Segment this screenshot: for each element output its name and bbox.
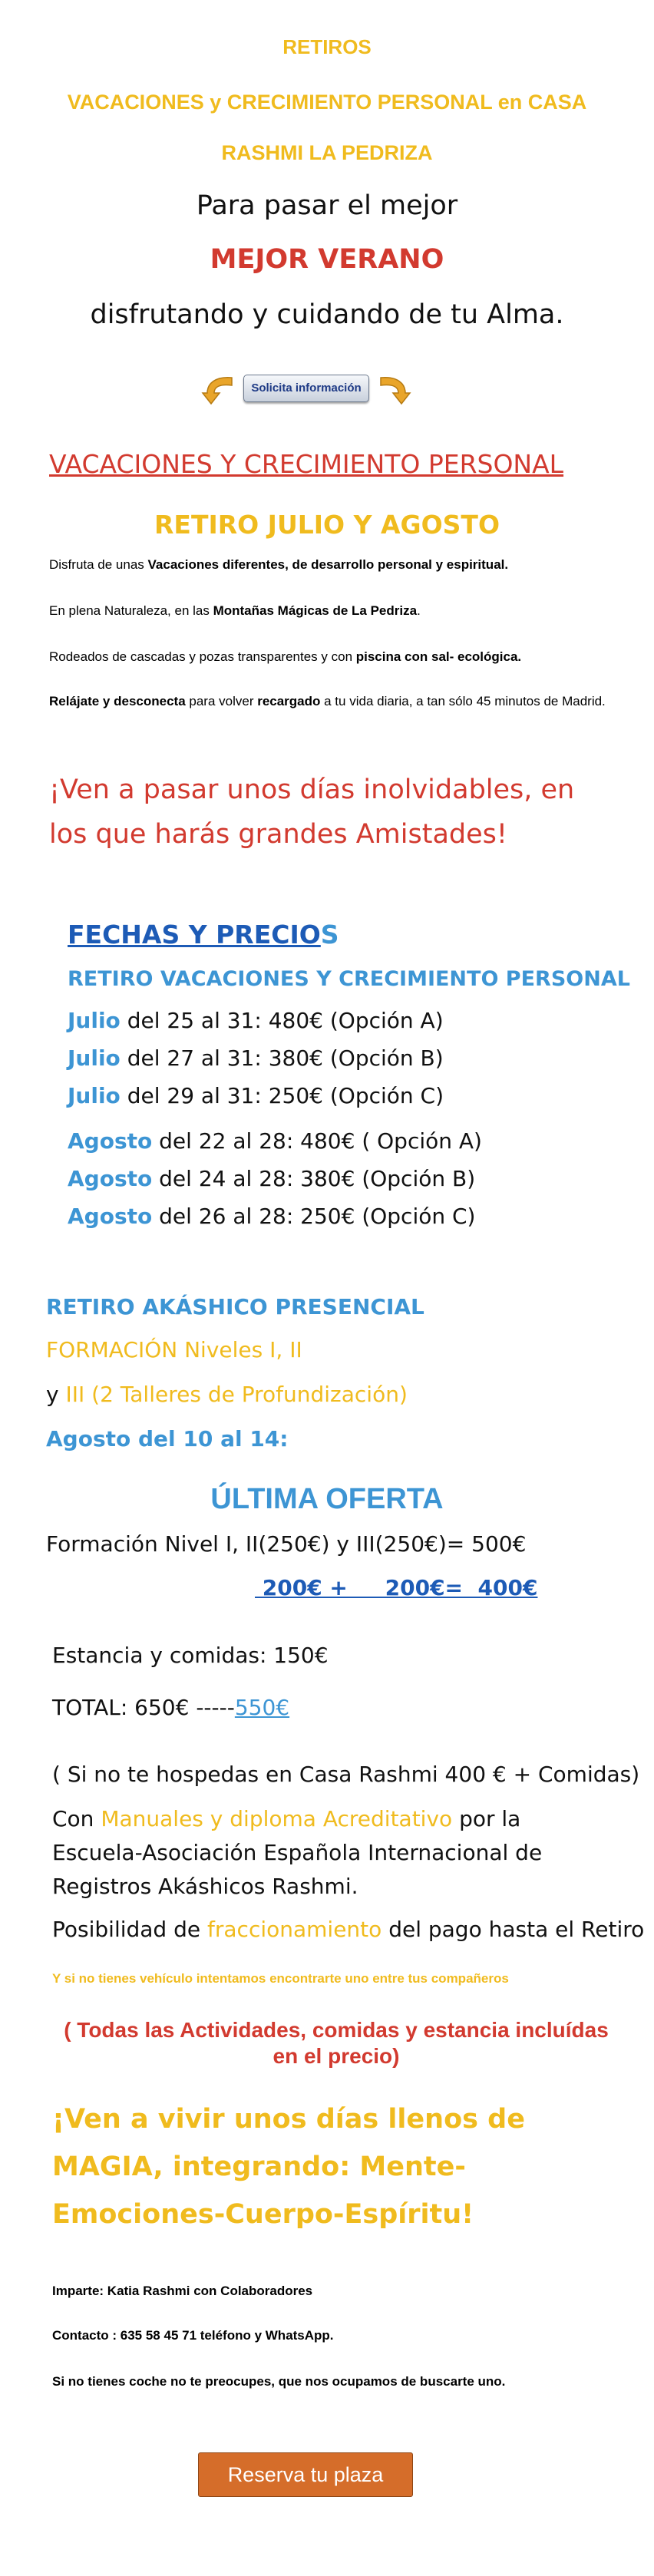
tagline-1: Para pasar el mejor bbox=[196, 190, 458, 221]
offer-discount: 200€ + 200€= 400€ bbox=[255, 1575, 538, 1600]
header-retiros: RETIROS bbox=[282, 35, 372, 58]
offer-line: Formación Nivel I, II(250€) y III(250€)= 500€ bbox=[46, 1531, 527, 1557]
arrow-left-icon bbox=[376, 372, 411, 407]
akashic-talleres: y III (2 Talleres de Profundización) bbox=[46, 1382, 408, 1407]
akashic-title: RETIRO AKÁSHICO PRESENCIAL bbox=[46, 1294, 424, 1319]
header-title-line2: RASHMI LA PEDRIZA bbox=[221, 141, 433, 164]
akashic-dates: Agosto del 10 al 14: bbox=[46, 1426, 289, 1451]
offer-title: ÚLTIMA OFERTA bbox=[210, 1483, 444, 1515]
prices-subtitle: RETIRO VACACIONES Y CRECIMIENTO PERSONAL bbox=[68, 967, 630, 991]
contact-text: Contacto : 635 58 45 71 teléfono y WhatsApp. bbox=[52, 2328, 334, 2343]
no-stay-price: ( Si no te hospedas en Casa Rashmi 400 € + Comidas) bbox=[52, 1762, 640, 1787]
manuals-text: Con Manuales y diploma Acreditativo por la Escuela-Asociación Española Internacional de Registros Akáshicos Rashmi. bbox=[52, 1806, 543, 1899]
included-note: ( Todas las Actividades, comidas y estancia incluídas en el precio) bbox=[64, 2018, 609, 2068]
header-title-line1: VACACIONES y CRECIMIENTO PERSONAL en CASA bbox=[67, 91, 587, 114]
intro-slogan: ¡Ven a pasar unos días inolvidables, en los que harás grandes Amistades! bbox=[49, 774, 575, 850]
akashic-formacion: FORMACIÓN Niveles I, II bbox=[46, 1337, 302, 1362]
magic-slogan: ¡Ven a vivir unos días llenos de MAGIA, integrando: Mente-Emociones-Cuerpo-Espíritu! bbox=[52, 2104, 525, 2230]
intro-paragraph-3: Rodeados de cascadas y pozas transparentes y con piscina con sal- ecológica. bbox=[49, 649, 522, 664]
price-row: Agosto del 22 al 28: 480€ ( Opción A) bbox=[68, 1128, 482, 1154]
request-info-cta bbox=[201, 367, 413, 414]
imparte-text: Imparte: Katia Rashmi con Colaboradores bbox=[52, 2284, 313, 2298]
price-row: Julio del 27 al 31: 380€ (Opción B) bbox=[68, 1045, 444, 1071]
tagline-2: MEJOR VERANO bbox=[210, 244, 444, 275]
reserve-button[interactable]: Reserva tu plaza bbox=[198, 2452, 413, 2497]
price-row: Agosto del 26 al 28: 250€ (Opción C) bbox=[68, 1204, 476, 1229]
vehicle-note: Y si no tienes vehículo intentamos encontrarte uno entre tus compañeros bbox=[52, 1971, 509, 1986]
request-info-button[interactable]: Solicita información bbox=[243, 375, 369, 402]
price-row: Julio del 25 al 31: 480€ (Opción A) bbox=[68, 1008, 444, 1033]
payment-split: Posibilidad de fraccionamiento del pago hasta el Retiro bbox=[52, 1917, 645, 1942]
arrow-right-icon bbox=[201, 372, 236, 407]
prices-title: FECHAS Y PRECIOS bbox=[68, 920, 339, 949]
total-price: TOTAL: 650€ -----550€ bbox=[52, 1695, 290, 1720]
stay-price: Estancia y comidas: 150€ bbox=[52, 1643, 329, 1668]
section-title-vacaciones: VACACIONES Y CRECIMIENTO PERSONAL bbox=[49, 449, 564, 479]
intro-paragraph-2: En plena Naturaleza, en las Montañas Mágicas de La Pedriza. bbox=[49, 603, 421, 618]
tagline-3: disfrutando y cuidando de tu Alma. bbox=[90, 299, 564, 330]
intro-paragraph-4: Relájate y desconecta para volver recargado a tu vida diaria, a tan sólo 45 minutos de Madrid. bbox=[49, 694, 606, 708]
section-subtitle-retiro: RETIRO JULIO Y AGOSTO bbox=[154, 510, 500, 540]
price-row: Agosto del 24 al 28: 380€ (Opción B) bbox=[68, 1166, 476, 1191]
price-row: Julio del 29 al 31: 250€ (Opción C) bbox=[68, 1083, 444, 1108]
intro-paragraph-1: Disfruta de unas Vacaciones diferentes, de desarrollo personal y espiritual. bbox=[49, 557, 509, 572]
car-note: Si no tienes coche no te preocupes, que nos ocupamos de buscarte uno. bbox=[52, 2374, 506, 2389]
